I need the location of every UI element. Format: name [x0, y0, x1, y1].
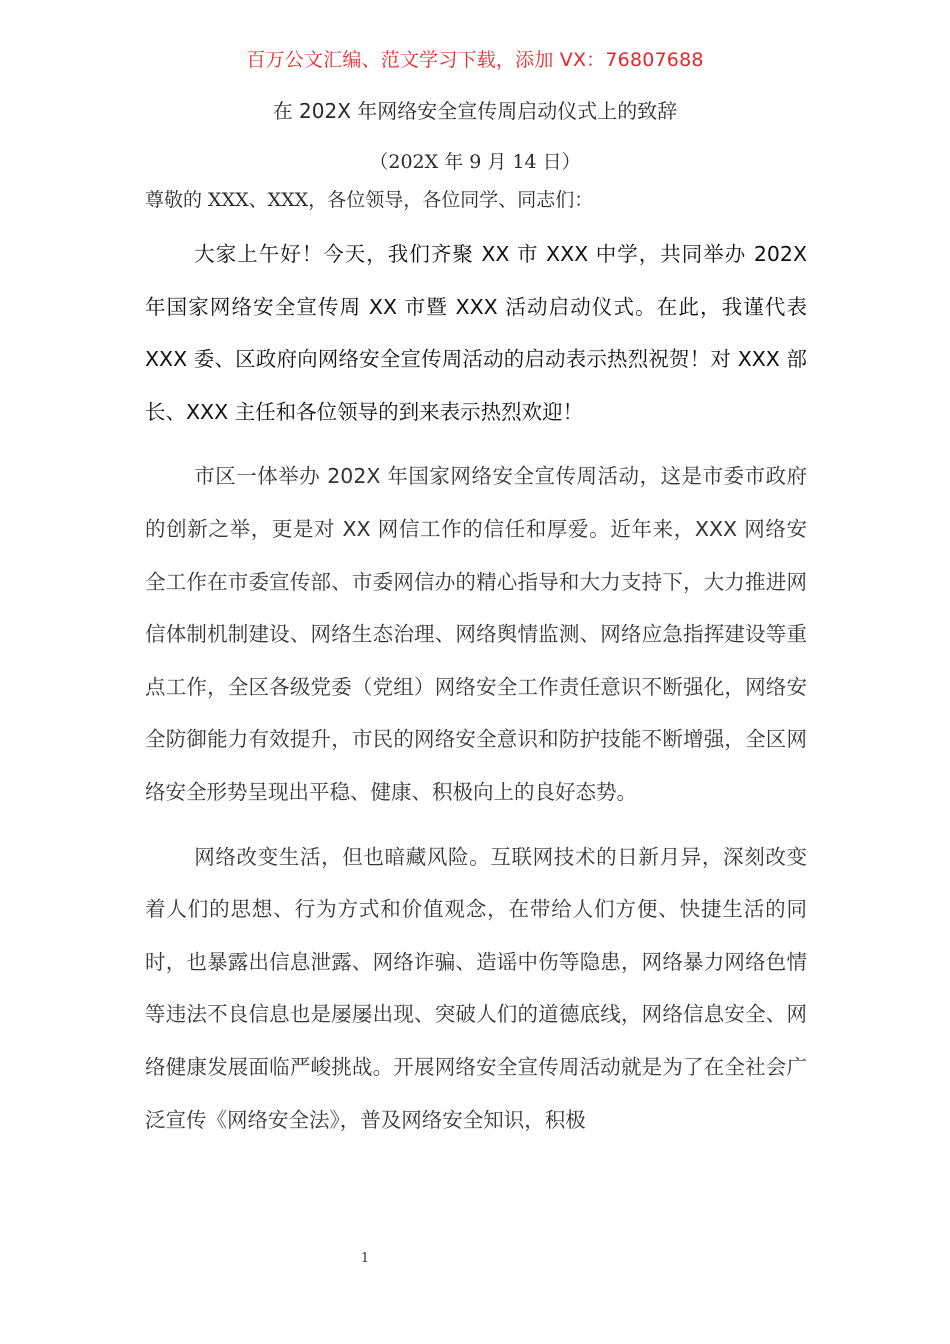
paragraph-greeting: 大家上午好！今天，我们齐聚 XX 市 XXX 中学，共同举办 202X 年国家网络安全宣传周 XX 市暨 XXX 活动启动仪式。在此，我谨代表 XXX 委、区政府向网络安全宣传周活动的启动表示热烈祝贺！对 XXX 部长、XXX 主任和各位领导的到来表示热烈欢迎！: [145, 242, 807, 424]
promo-header: 百万公文汇编、范文学习下载，添加 VX：76807688: [246, 49, 704, 71]
document-body: [145, 228, 807, 1158]
document-date: （202X 年 9 月 14 日）: [369, 151, 581, 173]
document-title: 在 202X 年网络安全宣传周启动仪式上的致辞: [272, 99, 678, 123]
paragraph-background: 市区一体举办 202X 年国家网络安全宣传周活动，这是市委市政府的创新之举，更是对 XX 网信工作的信任和厚爱。近年来，XXX 网络安全工作在市委宣传部、市委网信办的精心指导和大力支持下，大力推进网信体制机制建设、网络生态治理、网络舆情监测、网络应急指挥建设等重点工作，全区各级党委（党组）网络安全工作责任意识不断强化，网络安全防御能力有效提升，市民的网络安全意识和防护技能不断增强，全区网络安全形势呈现出平稳、健康、积极向上的良好态势。: [145, 464, 807, 804]
paragraph-risks: 网络改变生活，但也暗藏风险。互联网技术的日新月异，深刻改变着人们的思想、行为方式和价值观念，在带给人们方便、快捷生活的同时，也暴露出信息泄露、网络诈骗、造谣中伤等隐患，网络暴力网络色情等违法不良信息也是屡屡出现、突破人们的道德底线，网络信息安全、网络健康发展面临严峻挑战。开展网络安全宣传周活动就是为了在全社会广泛宣传《网络安全法》，普及网络安全知识，积极: [145, 844, 807, 1132]
page-number: 1: [360, 1251, 370, 1266]
salutation: 尊敬的 XXX、XXX，各位领导，各位同学、同志们：: [145, 189, 594, 211]
